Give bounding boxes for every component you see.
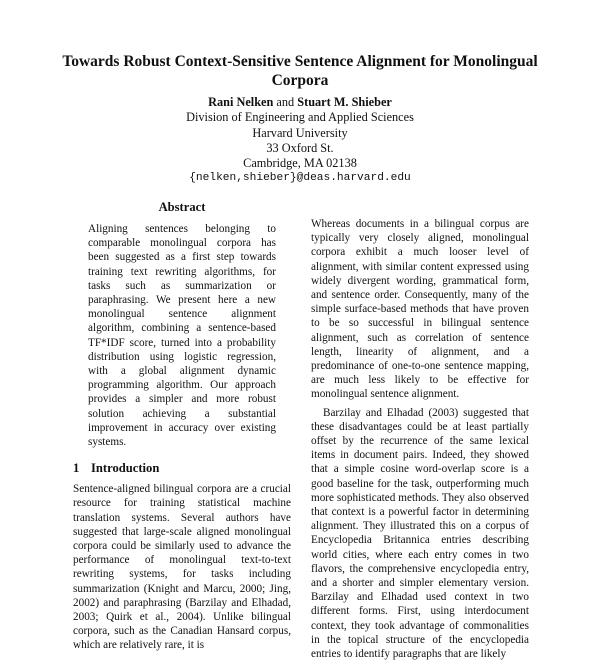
affiliation-line-4: Cambridge, MA 02138 [243, 156, 357, 171]
author-line [100, 95, 500, 110]
section-number: 1 [73, 461, 80, 476]
section-title: Introduction [91, 461, 160, 476]
author-block [100, 95, 500, 187]
affiliation-line-1: Division of Engineering and Applied Sciences [186, 110, 414, 125]
abstract-heading: Abstract [158, 200, 206, 214]
paper-title: Towards Robust Context-Sensitive Sentence Alignment for Monolingual Corpora [62, 53, 538, 89]
right-column [311, 217, 529, 661]
affiliation-line-2: Harvard University [252, 125, 348, 140]
author-name-2: Stuart M. Shieber [297, 95, 392, 109]
section-heading [73, 460, 291, 476]
abstract-text: Aligning sentences belonging to comparable monolingual corpora has been suggested as a first step towards training text rewriting algorithms, for tasks such as summarization or paraphrasing. We present here a new monolingual sentence alignment algorithm, combining a sentence-based TF*IDF score, turned into a probability distribution using logistic regression, with a global alignment dynamic programming algorithm. Our approach provides a simpler and more robust solution achieving a substantial improvement in accuracy over existing systems. [88, 223, 276, 449]
author-name-1: Rani Nelken [208, 95, 274, 109]
affiliation-line-3: 33 Oxford St. [266, 140, 334, 155]
right-paragraph-2: Barzilay and Elhadad (2003) suggested that these disadvantages could be at least partially offset by the recurrence of the same lexical items in document pairs. Indeed, they showed that a simple cosine word-overlap score is a good baseline for the task, outperforming much more sophisticated methods. They also observed that context is a powerful factor in determining alignment. They illustrated this on a corpus of Encyclopedia Britannica entries describing world cities, where each entry comes in two flavors, the comprehensive encyclopedia entry, and a shorter and simpler elementary version. Barzilay and Elhadad used context in two different forms. First, using interdocument context, they took advantage of commonalities in the topical structure of the encyclopedia entries to identify paragraphs that are likely [311, 406, 529, 661]
right-paragraph-1: Whereas documents in a bilingual corpus are typically very closely aligned, monolingual corpora exhibit a much looser level of alignment, with similar content expressed using widely divergent wording, grammatical form, and sentence order. Consequently, many of the simple surface-based methods that have proven to be so successful in bilingual sentence alignment, such as correlation of sentence length, linearity of alignment, and a predominance of one-to-one sentence mapping, are much less likely to be effective for monolingual sentence alignment. [311, 218, 529, 401]
introduction-paragraph: Sentence-aligned bilingual corpora are a crucial resource for training statistical machine translation systems. Several authors have suggested that large-scale aligned monolingual corpora could be similarly used to advance the performance of monolingual text-to-text rewriting systems, for tasks including summarization (Knight and Marcu, 2000; Jing, 2002) and paraphrasing (Barzilay and Elhadad, 2003; Quirk et al., 2004). Unlike bilingual corpora, such as the Canadian Hansard corpus, which are relatively rare, it is [73, 483, 291, 652]
author-connector: and [276, 95, 295, 109]
left-column [73, 199, 291, 653]
email-address: {nelken,shieber}@deas.harvard.edu [189, 172, 411, 185]
